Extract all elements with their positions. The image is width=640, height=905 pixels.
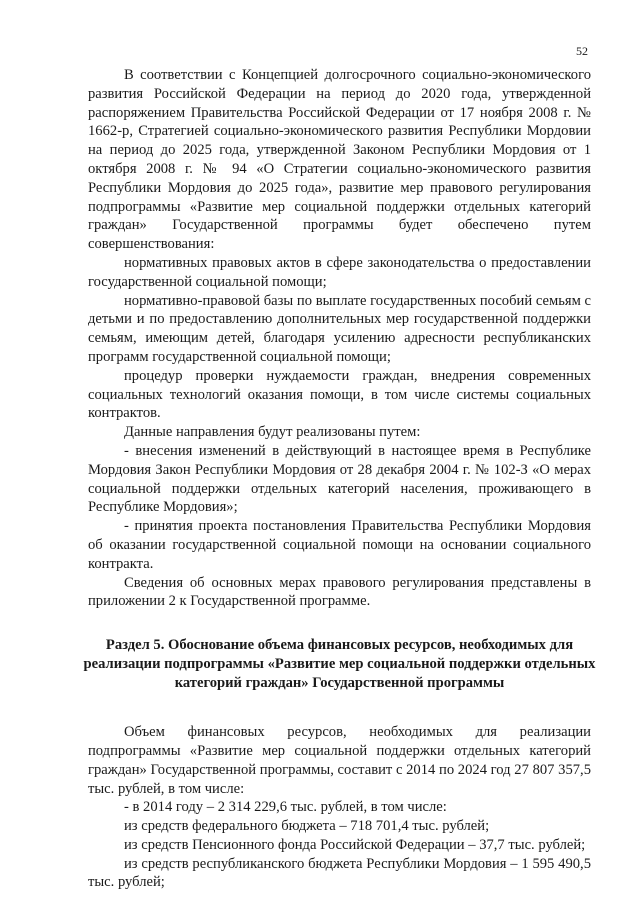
paragraph-strategy-intro: В соответствии с Концепцией долгосрочного социально-экономического развития Российской Федерации на период до 2020 года, утвержденной распоряжением Правительства Российской Федерации от 17 ноября 2008 г. № 1662-р, Стратегией социально-экономического развития Республики Мордовии на период до 2025 года, утвержденной Законом Республики Мордовия от 1 октября 2008 г. № 94 «О Стратегии социально-экономического развития Республики Мордовия до 2025 года», развитие мер правового регулирования подпрограммы «Развитие мер социальной поддержки отдельных категорий граждан» Государственной программы будет обеспечено путем совершенствования: — [88, 67, 591, 253]
paragraph-pension-fund: из средств Пенсионного фонда Российской Федерации – 37,7 тыс. рублей; — [124, 836, 586, 853]
paragraph-funding-total: Объем финансовых ресурсов, необходимых для реализации подпрограммы «Развитие мер социальной поддержки отдельных категорий граждан» Государственной программы, составит с 2014 по 2024 год 27 807 357,5 тыс. рублей, в том числе: — [88, 724, 591, 797]
section-heading: Раздел 5. Обоснование объема финансовых ресурсов, необходимых для реализации подпрограммы «Развитие мер социальной поддержки отдельных категорий граждан» Государственной программы — [83, 637, 596, 692]
paragraph-funding-2014: - в 2014 году – 2 314 229,6 тыс. рублей, в том числе: — [124, 799, 447, 816]
paragraph-appendix-reference: Сведения об основных мерах правового регулирования представлены в приложении 2 к Государственной программе. — [88, 574, 591, 610]
paragraph-directions: Данные направления будут реализованы путем: — [124, 424, 421, 441]
document-body — [83, 66, 596, 892]
page-number: 52 — [576, 44, 588, 58]
paragraph-law-amendments: - внесения изменений в действующий в настоящее время в Республике Мордовия Закон Республики Мордовия от 28 декабря 2004 г. № 102-З «О мерах социальной поддержки отдельных категорий населения, проживающего в Республике Мордовия»; — [88, 442, 591, 516]
paragraph-republic-budget: из средств республиканского бюджета Республики Мордовия – 1 595 490,5 тыс. рублей; — [88, 855, 591, 891]
paragraph-resolution-draft: - принятия проекта постановления Правительства Республики Мордовия об оказании государственной социальной помощи на основании социального контракта. — [88, 518, 591, 572]
paragraph-federal-budget: из средств федерального бюджета – 718 701,4 тыс. рублей; — [124, 818, 490, 835]
paragraph-procedures: процедур проверки нуждаемости граждан, внедрения современных социальных технологий оказания помощи, в том числе системы социальных контрактов. — [88, 367, 591, 422]
paragraph-benefits-base: нормативно-правовой базы по выплате государственных пособий семьям с детьми и по предоставлению дополнительных мер государственной поддержки семьям, имеющим детей, благодаря усилению адресности республиканских программ государственной социальной помощи; — [88, 292, 591, 365]
paragraph-normative-acts: нормативных правовых актов в сфере законодательства о предоставлении государственной социальной помощи; — [88, 254, 591, 290]
